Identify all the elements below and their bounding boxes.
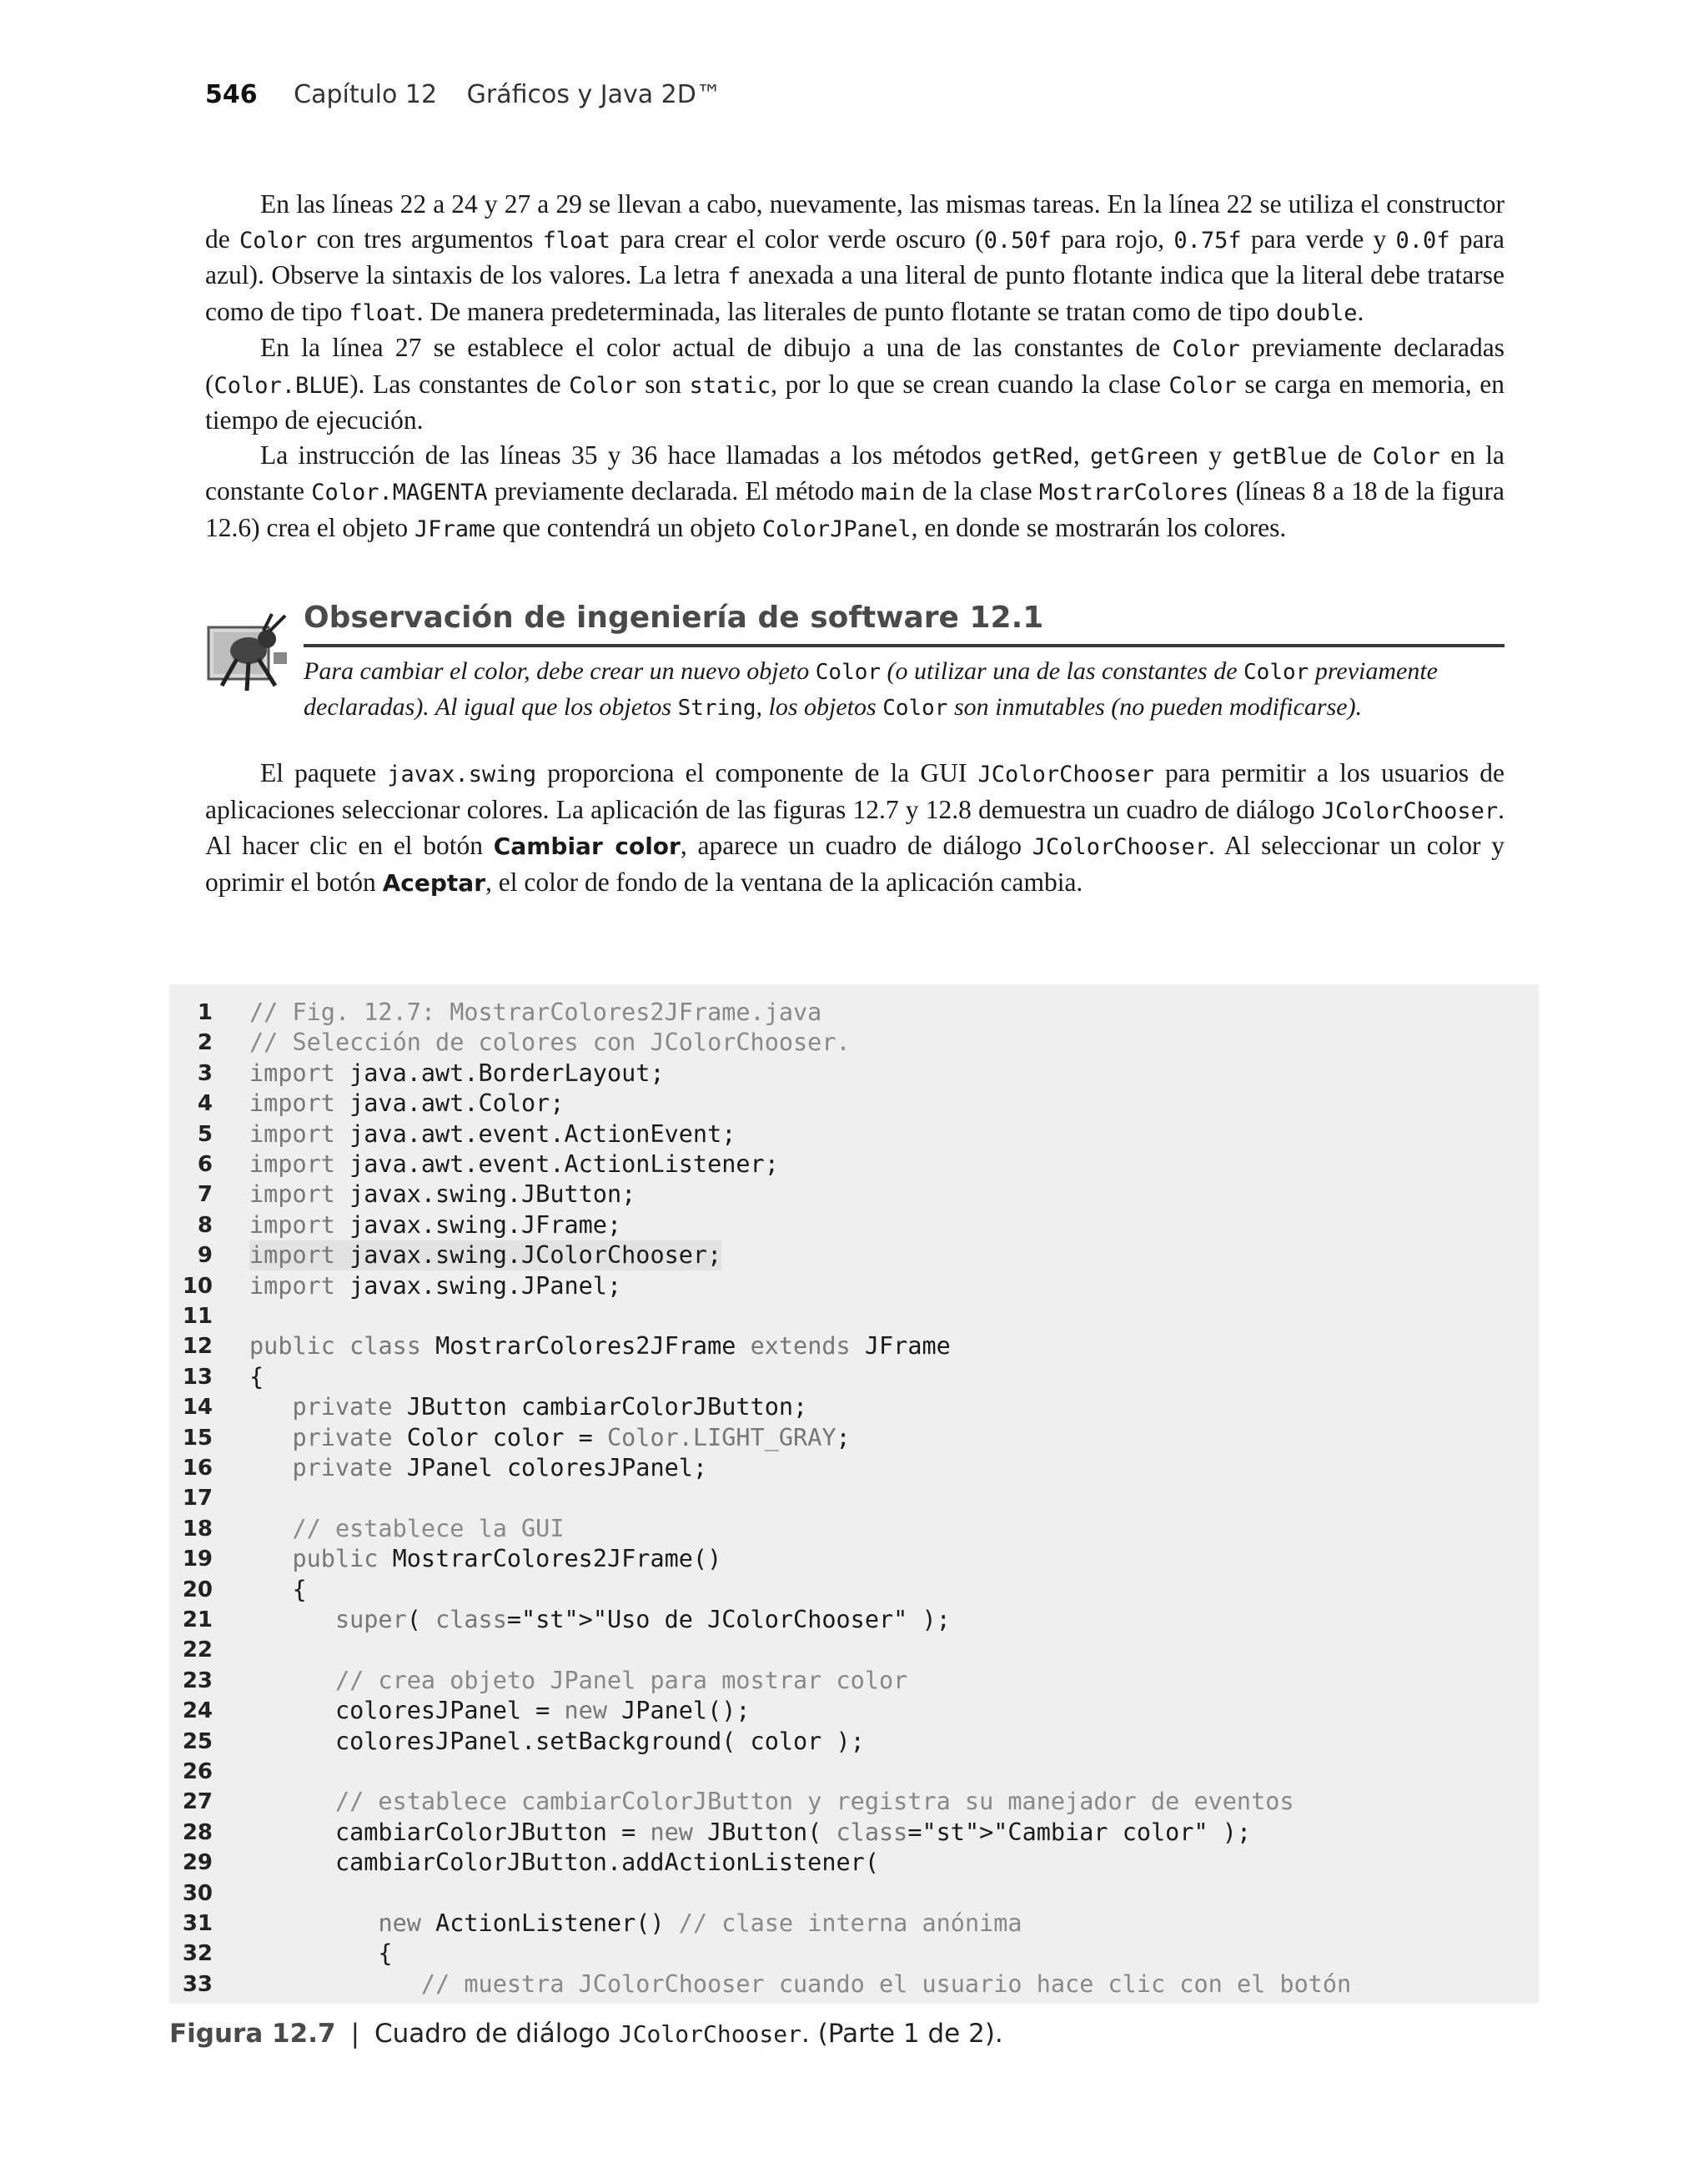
code-text: public class MostrarColores2JFrame extends JFrame (249, 1332, 951, 1361)
paragraph: El paquete javax.swing proporciona el componente de la GUI JColorChooser para permitir a los usuarios de aplicaciones seleccionar colores. La aplicación de las figuras 12.7 y 12.8 demuestra un cuadro de diálogo JColorChooser. Al hacer clic en el botón Cambiar color, aparece un cuadro de diálogo JColorChooser. Al seleccionar un color y oprimir el botón Aceptar, el color de fondo de la ventana de la aplicación cambia. (205, 758, 1505, 897)
note-divider (304, 644, 1505, 647)
code-text: // crea objeto JPanel para mostrar color (334, 1666, 908, 1694)
code-text: public MostrarColores2JFrame() (292, 1545, 722, 1573)
line-number: 24 (182, 1698, 213, 1724)
code-line (169, 1423, 1539, 1453)
code-line (169, 1483, 1539, 1513)
figure-caption: Figura 12.7 | Cuadro de diálogo JColorChooser. (Parte 1 de 2). (169, 2019, 1003, 2049)
running-header (205, 80, 721, 109)
code-listing (169, 984, 1539, 2004)
line-number: 30 (182, 1880, 213, 1906)
code-line (169, 1028, 1539, 1058)
code-text: cambiarColorJButton.addActionListener( (249, 1849, 879, 1877)
code-line (169, 1119, 1539, 1149)
line-number: 14 (182, 1395, 213, 1421)
line-number: 18 (182, 1516, 213, 1542)
line-number: 31 (182, 1911, 213, 1936)
note-title: Observación de ingeniería de software 12.1 (304, 601, 1044, 635)
code-text: new ActionListener() // clase interna anónima (378, 1909, 1022, 1937)
line-number: 1 (197, 1000, 213, 1025)
chapter-title: Gráficos y Java 2D™ (466, 80, 721, 109)
code-text: // Selección de colores con JColorChooser. (249, 1029, 851, 1057)
code-text: import java.awt.BorderLayout; (249, 1059, 665, 1087)
line-number: 33 (182, 1971, 213, 1997)
code-line (169, 998, 1539, 1028)
code-line (169, 1180, 1539, 1210)
note-body: Para cambiar el color, debe crear un nuevo objeto Color (o utilizar una de las constantes de Color previamente declaradas). Al igual que los objetos String, los objetos Color son inmutables (no pueden modificarse). (304, 657, 1438, 721)
paragraph: La instrucción de las líneas 35 y 36 hace llamadas a los métodos getRed, getGreen y getBlue de Color en la constante Color.MAGENTA previamente declarada. El método main de la clase MostrarColores (líneas 8 a 18 de la figura 12.6) crea el objeto JFrame que contendrá un objeto ColorJPanel, en donde se mostrarán los colores. (205, 440, 1505, 542)
code-line (169, 1635, 1539, 1665)
code-line (169, 1210, 1539, 1240)
code-text: import java.awt.event.ActionEvent; (249, 1119, 736, 1148)
code-text: // muestra JColorChooser cuando el usuario hace clic con el botón (420, 1969, 1352, 1998)
line-number: 22 (182, 1637, 213, 1663)
code-line (169, 1969, 1539, 1999)
code-line (169, 1362, 1539, 1392)
line-number: 29 (182, 1850, 213, 1876)
code-text: // establece cambiarColorJButton y registra su manejador de eventos (334, 1788, 1294, 1816)
code-text: super( class="st">"Uso de JColorChooser" ); (334, 1606, 951, 1633)
line-number: 25 (182, 1728, 213, 1754)
line-number: 32 (182, 1941, 213, 1967)
line-number: 17 (182, 1486, 213, 1512)
code-text: { (249, 1939, 393, 1968)
code-line (169, 1757, 1539, 1787)
code-text: import javax.swing.JFrame; (249, 1210, 622, 1239)
code-text: import java.awt.event.ActionListener; (249, 1150, 779, 1178)
page-number: 546 (205, 80, 258, 109)
chapter-label: Capítulo 12 (294, 80, 438, 109)
line-number: 20 (182, 1577, 213, 1602)
code-line (169, 1514, 1539, 1544)
code-text: // establece la GUI (292, 1514, 565, 1542)
paragraph: En la línea 27 se establece el color actual de dibujo a una de las constantes de Color previamente declaradas (Color.BLUE). Las constantes de Color son static, por lo que se crean cuando la clase Color se carga en memoria, en tiempo de ejecución. (205, 333, 1505, 435)
line-number: 16 (182, 1456, 213, 1481)
body-text-top (205, 187, 1505, 546)
line-number: 4 (197, 1091, 213, 1117)
code-text: { (249, 1575, 307, 1603)
code-text: import javax.swing.JButton; (249, 1180, 636, 1209)
line-number: 2 (197, 1030, 213, 1056)
code-text: cambiarColorJButton = new JButton( class="st">"Cambiar color" ); (249, 1818, 1252, 1846)
paragraph: En las líneas 22 a 24 y 27 a 29 se llevan a cabo, nuevamente, las mismas tareas. En la línea 22 se utiliza el constructor de Color con tres argumentos float para crear el color verde oscuro (0.50f para rojo, 0.75f para verde y 0.0f para azul). Observe la sintaxis de los valores. La letra f anexada a una literal de punto flotante indica que la literal debe tratarse como de tipo float. De manera predeterminada, las literales de punto flotante se tratan como de tipo double. (205, 189, 1505, 326)
line-number: 7 (197, 1182, 213, 1208)
line-number: 11 (182, 1304, 213, 1329)
code-text: // Fig. 12.7: MostrarColores2JFrame.java (249, 998, 822, 1026)
figure-label: Figura 12.7 (169, 2019, 336, 2049)
code-line (169, 1848, 1539, 1878)
line-number: 12 (182, 1334, 213, 1360)
code-line (169, 1392, 1539, 1422)
code-line (169, 1240, 1539, 1270)
code-line (169, 1453, 1539, 1483)
line-number: 10 (182, 1273, 213, 1299)
line-number: 26 (182, 1759, 213, 1784)
code-line (169, 1271, 1539, 1301)
code-line (169, 1575, 1539, 1605)
code-text: coloresJPanel.setBackground( color ); (249, 1727, 865, 1755)
code-line (169, 1666, 1539, 1696)
line-number: 21 (182, 1607, 213, 1632)
code-text: coloresJPanel = new JPanel(); (249, 1697, 751, 1725)
line-number: 13 (182, 1364, 213, 1390)
line-number: 3 (197, 1060, 213, 1086)
code-line (169, 1696, 1539, 1726)
code-line (169, 1149, 1539, 1180)
line-number: 27 (182, 1789, 213, 1815)
code-line (169, 1301, 1539, 1331)
line-number: 23 (182, 1667, 213, 1693)
line-number: 8 (197, 1212, 213, 1238)
ant-software-engineering-icon (205, 611, 292, 694)
code-text: private Color color = Color.LIGHT_GRAY; (292, 1423, 851, 1451)
line-number: 28 (182, 1819, 213, 1845)
code-line (169, 1059, 1539, 1089)
code-line (169, 1818, 1539, 1848)
code-line (169, 1605, 1539, 1635)
code-text: import javax.swing.JColorChooser; (249, 1241, 722, 1270)
line-number: 5 (197, 1121, 213, 1147)
code-line (169, 1787, 1539, 1817)
code-line (169, 1331, 1539, 1361)
code-text: private JPanel coloresJPanel; (292, 1454, 708, 1481)
code-text: private JButton cambiarColorJButton; (292, 1393, 808, 1421)
code-line (169, 1089, 1539, 1119)
line-number: 19 (182, 1547, 213, 1572)
line-number: 9 (197, 1243, 213, 1269)
line-number: 15 (182, 1425, 213, 1451)
body-text-bottom (205, 756, 1505, 900)
code-line (169, 1727, 1539, 1757)
code-text: import java.awt.Color; (249, 1089, 565, 1118)
code-text: { (249, 1362, 264, 1391)
code-line (169, 1909, 1539, 1939)
code-line (169, 1939, 1539, 1969)
code-text: import javax.swing.JPanel; (249, 1271, 622, 1300)
code-line (169, 1544, 1539, 1574)
code-line (169, 1879, 1539, 1909)
line-number: 6 (197, 1152, 213, 1177)
